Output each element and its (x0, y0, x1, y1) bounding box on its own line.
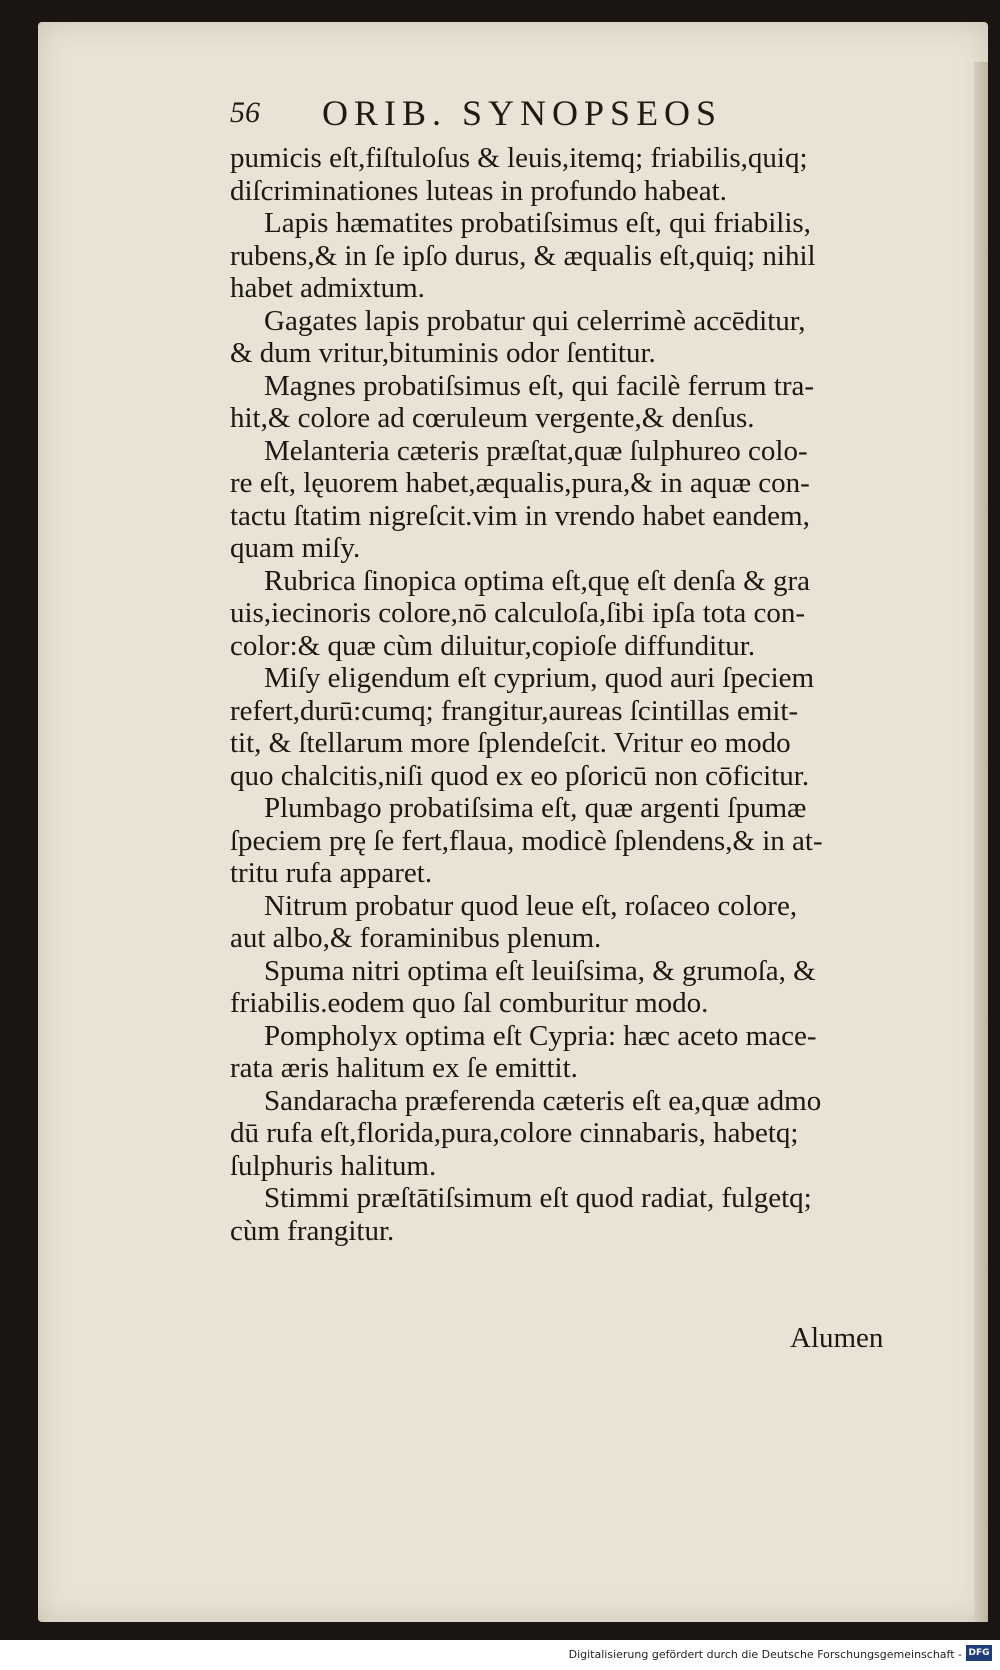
text-line: Pompholyx optima eſt Cypria: hæc aceto mace- (264, 1019, 817, 1052)
text-line: Stimmi præſtātiſsimum eſt quod radiat, fulgetq; (264, 1182, 812, 1214)
text-line: Plumbago probatiſsima eſt, quæ argenti ſpumæ (264, 792, 807, 824)
text-line: rubens,& in ſe ipſo durus, & æqualis eſt,quiq; nihil (230, 239, 816, 272)
text-line: ſulphuris halitum. (230, 1149, 437, 1182)
text-line: tit, & ſtellarum more ſplendeſcit. Vritur eo modo (230, 727, 791, 759)
text-line: cùm frangitur. (230, 1214, 395, 1247)
text-line: friabilis.eodem quo ſal comburitur modo. (230, 987, 709, 1019)
text-line: Sandaracha præferenda cæteris eſt ea,quæ admo (264, 1084, 822, 1117)
text-line: rata æris halitum ex ſe emittit. (230, 1052, 578, 1084)
body-text (230, 142, 890, 1247)
page-header (230, 92, 870, 142)
text-line: quo chalcitis,niſi quod ex eo pſoricū non cōficitur. (230, 759, 810, 792)
text-line: color:& quæ cùm diluitur,copioſe diffunditur. (230, 629, 756, 662)
text-line: aut albo,& foraminibus plenum. (230, 922, 602, 954)
text-line: tactu ſtatim nigreſcit.vim in vrendo habet eandem, (230, 499, 810, 532)
text-line: uis,iecinoris colore,nō calculoſa,ſibi ipſa tota con- (230, 597, 805, 629)
text-line: Rubrica ſinopica optima eſt,quę eſt denſa & gra (264, 564, 810, 597)
text-line: dū rufa eſt,florida,pura,colore cinnabaris, habetq; (230, 1117, 799, 1149)
text-line: refert,durū:cumq; frangitur,aureas ſcintillas emit- (230, 694, 799, 727)
text-line: tritu rufa apparet. (230, 857, 433, 889)
dfg-logo: DFG (966, 1645, 992, 1661)
page-number: 56 (230, 96, 260, 129)
text-line: Miſy eligendum eſt cyprium, quod auri ſpeciem (264, 662, 815, 694)
text-line: quam miſy. (230, 532, 361, 564)
running-head: ORIB. SYNOPSEOS (322, 93, 723, 133)
text-line: Spuma nitri optima eſt leuiſsima, & grumoſa, & (264, 954, 816, 987)
text-line: Melanteria cæteris præſtat,quæ ſulphureo colo- (264, 434, 808, 467)
page-edge (974, 62, 988, 1622)
text-line: Magnes probatiſsimus eſt, qui facilè ferrum tra- (264, 369, 815, 402)
text-line: re eſt, lęuorem habet,æqualis,pura,& in aquæ con- (230, 467, 810, 499)
text-line: Gagates lapis probatur qui celerrimè accēditur, (264, 304, 806, 337)
text-line: Lapis hæmatites probatiſsimus eſt, qui friabilis, (264, 207, 811, 239)
text-line: Nitrum probatur quod leue eſt, roſaceo colore, (264, 889, 798, 922)
text-line: habet admixtum. (230, 272, 425, 304)
text-line: & dum vritur,bituminis odor ſentitur. (230, 337, 656, 369)
text-line: diſcriminationes luteas in profundo habeat. (230, 174, 727, 207)
text-line: hit,& colore ad cœruleum vergente,& denſus. (230, 402, 755, 434)
footer-bar (0, 1640, 1000, 1670)
text-line: pumicis eſt,fiſtuloſus & leuis,itemq; friabilis,quiq; (230, 142, 808, 174)
catchword: Alumen (790, 1322, 884, 1354)
text-line: ſpeciem prę ſe fert,flaua, modicè ſplendens,& in at- (230, 824, 823, 857)
footer-credit: Digitalisierung gefördert durch die Deutsche Forschungsgemeinschaft - (568, 1648, 962, 1661)
